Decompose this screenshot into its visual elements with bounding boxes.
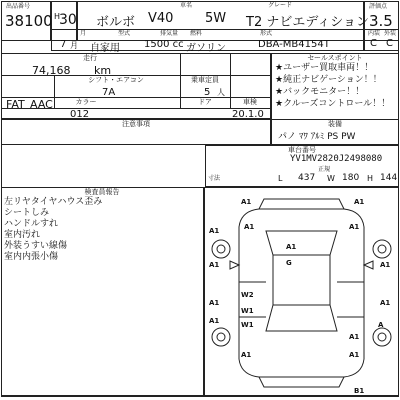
- row2-label-model: 形式: [260, 30, 273, 37]
- damage-marker: A1: [380, 261, 391, 269]
- month: 7: [60, 39, 67, 50]
- damage-marker: A1: [354, 198, 365, 206]
- interior-grade: C: [370, 38, 377, 49]
- inspector-header: 検査員報告: [84, 188, 120, 196]
- damage-marker: A1: [241, 351, 252, 359]
- shift-value: 7A: [102, 87, 116, 98]
- maker: ボルボ: [96, 15, 136, 30]
- features-label: 装備: [328, 120, 342, 128]
- equipment-point-4: ★クルーズコントロール！！: [275, 99, 391, 109]
- damage-marker: A: [378, 321, 384, 329]
- seats: 5: [204, 87, 211, 98]
- grade: T2 ナビエディション: [246, 15, 370, 30]
- length-prefix: L: [278, 174, 283, 183]
- damage-marker: A1: [241, 198, 252, 206]
- damage-marker: A1: [209, 227, 220, 235]
- lot-number: 38100: [5, 12, 53, 30]
- vin: YV1MV2820J2498080: [290, 154, 383, 164]
- dims-label: 寸法: [208, 175, 221, 182]
- equipment-point-2: ★純正ナビゲーション！！: [275, 75, 382, 85]
- height-prefix: H: [367, 174, 374, 183]
- interior-label: 内装: [368, 30, 381, 37]
- inspection-label: 車検: [243, 98, 257, 106]
- lot-box: [1, 1, 51, 41]
- damage-marker: A1: [380, 299, 391, 307]
- damage-marker: G: [286, 259, 292, 267]
- month-unit: 月: [70, 41, 78, 50]
- seats-unit: 人: [217, 88, 225, 97]
- inspector-note-4: 室内汚れ: [4, 230, 41, 240]
- damage-marker: W1: [241, 321, 254, 329]
- height: 144: [380, 173, 398, 183]
- vin-header: 車台番号: [288, 146, 316, 154]
- model: V40: [148, 11, 174, 26]
- car-diagram: [204, 187, 399, 396]
- equipment-point-1: ★ユーザー買取車両！！: [275, 63, 374, 73]
- mileage: 74,168: [32, 64, 71, 77]
- exterior-grade: C: [386, 38, 393, 49]
- damage-marker: A1: [349, 333, 360, 341]
- grade-letters-box: [364, 29, 399, 51]
- shift-label: シフト・エアコン: [88, 76, 144, 84]
- damage-marker: W1: [241, 307, 254, 315]
- row2-label-fuel: 燃料: [190, 30, 203, 37]
- body-type: 5W: [205, 11, 227, 26]
- width: 180: [342, 173, 360, 183]
- damage-marker: A1: [286, 243, 297, 251]
- damage-marker: A1: [209, 317, 220, 325]
- mileage-unit: km: [94, 64, 112, 77]
- ac-type: AAC: [30, 98, 53, 111]
- inspector-note-2: シートしみ: [4, 208, 50, 218]
- damage-marker: A1: [209, 299, 220, 307]
- usage: 自家用: [90, 43, 120, 54]
- maker-label: 車名: [180, 2, 193, 9]
- transmission: FAT: [6, 98, 25, 111]
- mileage-label: 走行: [83, 54, 97, 62]
- equipment-header: セールスポイント: [307, 54, 363, 62]
- inspector-note-5: 外装うすい線傷: [4, 241, 68, 251]
- damage-marker: A1: [244, 223, 255, 231]
- color-code: 012: [70, 109, 90, 120]
- specs-vline-1: [54, 75, 55, 108]
- features: パノ ﾏﾜ ｱﾙﾐ PS PW: [278, 132, 356, 142]
- grade-label: グレード: [268, 2, 293, 9]
- damage-marker: A1: [349, 351, 360, 359]
- color-label: カラー: [75, 98, 97, 106]
- damage-marker: W2: [241, 291, 254, 299]
- chassis-code: DBA-MB4154T: [258, 39, 330, 50]
- dealer-label: 正規: [318, 166, 331, 173]
- damage-marker: B1: [354, 387, 365, 395]
- row2-label-cc: 排気量: [160, 30, 179, 37]
- inspector-note-1: 左リヤタイヤハウス歪み: [4, 197, 103, 207]
- year: 30: [59, 12, 77, 28]
- equipment-point-3: ★バックモニター！！: [275, 87, 365, 97]
- seats-label: 乗車定員: [191, 76, 219, 84]
- year-prefix: H: [54, 12, 61, 21]
- exterior-label: 外装: [384, 30, 397, 37]
- damage-marker: A1: [349, 223, 360, 231]
- score-label: 評価点: [369, 3, 388, 10]
- lot-label: 出品番号: [6, 3, 31, 10]
- score: 3.5: [369, 12, 393, 30]
- fuel: ガソリン: [186, 43, 226, 54]
- inspector-note-6: 室内内張小傷: [4, 252, 59, 262]
- displacement: 1500 cc: [144, 39, 184, 50]
- inspection: 20.1.0: [232, 109, 264, 120]
- row2-label-month: 月: [80, 30, 87, 37]
- row2-label-type: 型式: [118, 30, 131, 37]
- notes-label: 注意事項: [122, 120, 150, 128]
- damage-marker: A1: [209, 261, 220, 269]
- length: 437: [298, 173, 316, 183]
- inspector-note-3: ハンドルすれ: [4, 219, 59, 229]
- width-prefix: W: [327, 174, 335, 183]
- doors-label: ドア: [198, 98, 212, 106]
